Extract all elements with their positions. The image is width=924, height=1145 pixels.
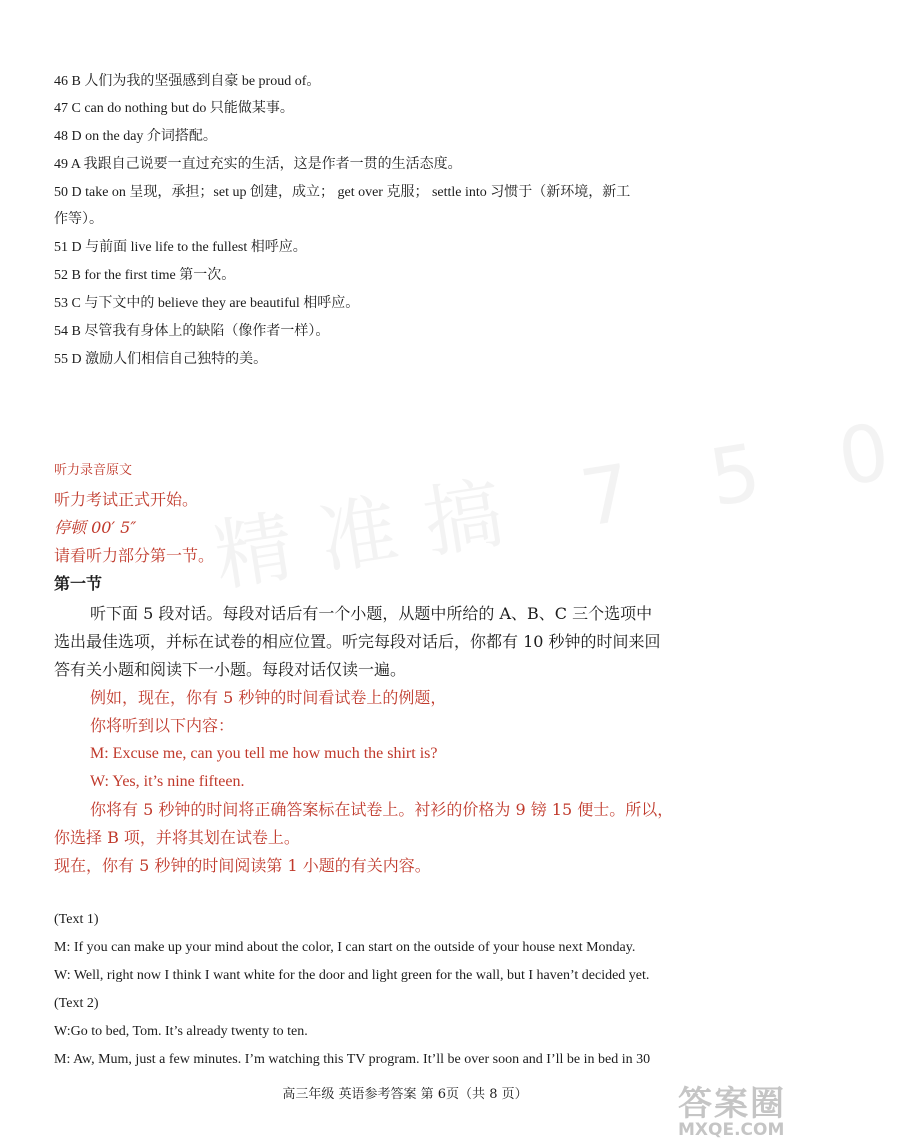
listening-heading: 听力录音原文: [54, 463, 133, 478]
logo-cn-text: 答案圈: [678, 1084, 786, 1124]
answer-49: 49 A 我跟自己说要一直过充实的生活，这是作者一贯的生活态度。: [54, 157, 462, 172]
text-2-m: M: Aw, Mum, just a few minutes. I’m watching this TV program. It’ll be over soon and I’ll be in bed in 30: [54, 1052, 651, 1067]
example-dialogue-m: M: Excuse me, can you tell me how much the shirt is?: [90, 745, 438, 762]
answer-53: 53 C 与下文中的 believe they are beautiful 相呼应。: [54, 296, 360, 311]
listening-start: 听力考试正式开始。: [54, 490, 199, 509]
answer-47: 47 C can do nothing but do 只能做某事。: [54, 101, 294, 116]
example-line-2: 你将听到以下内容：: [90, 716, 235, 735]
example-line-1: 例如，现在，你有 5 秒钟的时间看试卷上的例题，: [90, 688, 447, 707]
answer-54: 54 B 尽管我有身体上的缺陷（像作者一样）。: [54, 324, 330, 339]
example-line-7: 现在，你有 5 秒钟的时间阅读第 1 小题的有关内容。: [54, 856, 431, 875]
text-1-label: (Text 1): [54, 912, 99, 927]
section-title: 第一节: [54, 574, 103, 593]
section-prompt: 请看听力部分第一节。: [54, 546, 215, 565]
text-2-w: W:Go to bed, Tom. It’s already twenty to ten.: [54, 1024, 308, 1039]
answer-46: 46 B 人们为我的坚强感到自豪 be proud of。: [54, 74, 321, 89]
answer-48: 48 D on the day 介词搭配。: [54, 129, 217, 144]
answer-55: 55 D 激励人们相信自己独特的美。: [54, 352, 268, 367]
answer-50: 50 D take on 呈现，承担；set up 创建，成立； get over 克服； settle into 习惯于（新环境，新工: [54, 185, 631, 200]
instruction-line-1: 听下面 5 段对话。每段对话后有一个小题，从题中所给的 A、B、C 三个选项中: [90, 604, 653, 623]
answer-50-cont: 作等）。: [54, 212, 103, 227]
instruction-line-2: 选出最佳选项，并标在试卷的相应位置。听完每段对话后，你都有 10 秒钟的时间来回: [54, 632, 661, 651]
example-dialogue-w: W: Yes, it’s nine fifteen.: [90, 773, 245, 790]
text-1-w: W: Well, right now I think I want white for the door and light green for the wall, but I haven’t decided yet.: [54, 968, 650, 983]
answer-51: 51 D 与前面 live life to the fullest 相呼应。: [54, 240, 307, 255]
logo-url-text: MXQE.COM: [678, 1120, 785, 1140]
text-2-label: (Text 2): [54, 996, 99, 1011]
text-1-m: M: If you can make up your mind about the color, I can start on the outside of your house next Monday.: [54, 940, 636, 955]
example-line-5: 你将有 5 秒钟的时间将正确答案标在试卷上。衬衫的价格为 9 镑 15 便士。所以，: [90, 800, 674, 819]
site-logo: [668, 1076, 806, 1142]
page-footer: 高三年级 英语参考答案 第 6页（共 8 页）: [282, 1087, 528, 1102]
instruction-line-3: 答有关小题和阅读下一小题。每段对话仅读一遍。: [54, 660, 407, 679]
watermark: 精准搞 7 5 0: [208, 402, 924, 603]
answer-52: 52 B for the first time 第一次。: [54, 268, 236, 283]
example-line-6: 你选择 B 项，并将其划在试卷上。: [54, 828, 300, 847]
pause-note: 停顿 00′ 5″: [54, 518, 137, 537]
